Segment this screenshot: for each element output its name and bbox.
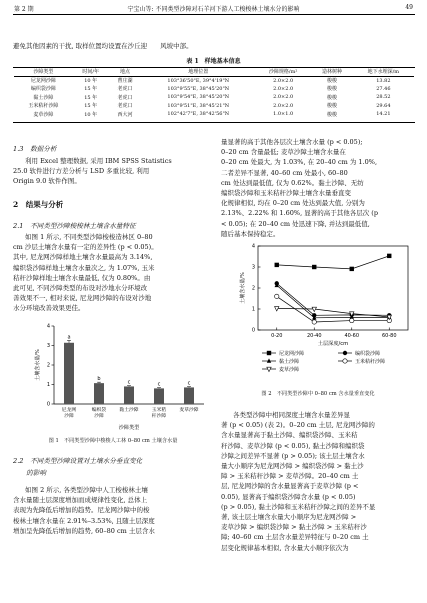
- series-line: [277, 283, 390, 315]
- table-cell: 梭梭: [326, 78, 337, 85]
- marker-square: [350, 267, 354, 271]
- table-bottom-rule: [13, 122, 415, 123]
- table-cell: 103°9'54"E, 38°45'20"N: [167, 94, 230, 101]
- table-cell: 28.52: [376, 94, 391, 101]
- table-cell: 梭梭: [326, 111, 337, 118]
- marker-square: [387, 254, 391, 258]
- significance-label: c: [157, 381, 161, 388]
- legend-label: 麦草沙障: [279, 366, 300, 373]
- table-cell: 102°42'7"E, 38°42'56"N: [167, 111, 230, 118]
- para-2-2: 如图 2 所示, 各类型沙障中人工梭梭林土壤 含水量随土层深度增加而成规律性变化, 总体上 表现为先降低后增加的趋势。尼龙网沙障中的梭 梭林土壤含水量在 2.91%–3.53%, 且随土层深度 增加呈先降低后增加的趋势, 60–80 cm 土层含水: [13, 486, 155, 535]
- marker-triangle-down: [267, 367, 271, 371]
- figure-1-caption: 图 1 不同类型沙障中梭梭人工林 0–80 cm 土壤含水量: [48, 438, 178, 444]
- table1-header-cell: 沙障类型: [33, 69, 54, 76]
- figure-2-line-chart: [218, 238, 418, 390]
- marker-circle-open: [275, 294, 279, 298]
- series-line: [277, 256, 390, 269]
- bar: [94, 383, 104, 404]
- table-cell: 103°9'55"E, 38°45'20"N: [167, 85, 230, 92]
- intro-line: 避免其他因素的干扰, 取样位置均设置在沙丘迎 风坡中部。: [13, 42, 193, 50]
- figure-2-caption: 图 2 不同类型沙障中 0–80 cm 含水量垂直变化: [261, 391, 375, 397]
- page-number: 49: [405, 4, 413, 11]
- table-row: [14, 85, 414, 93]
- table-cell: 黏土沙障: [33, 94, 54, 101]
- table-cell: 29.64: [376, 102, 391, 109]
- para-1-3: 利用 Excel 整理数据, 采用 IBM SPSS Statistics 25.0 软件进行方差分析与 LSD 多重比较, 利用 Origin 9.0 软件作图。: [13, 157, 172, 186]
- table1-header-cell: 时间/年: [82, 69, 100, 76]
- table-row: [14, 93, 414, 101]
- x-tick-label: 黏土沙障: [119, 408, 139, 413]
- section-2: 2 结果与分析: [13, 200, 64, 209]
- x-tick-label: 60-80: [381, 333, 397, 339]
- table-cell: 2.0×2.0: [273, 102, 294, 109]
- table-cell: 老虎口: [117, 86, 133, 93]
- significance-label: a: [67, 334, 71, 341]
- y-tick-label: 1: [251, 306, 255, 313]
- marker-circle-open: [343, 359, 347, 363]
- marker-square: [267, 351, 271, 355]
- figure-1-bar-chart: [14, 318, 210, 436]
- table-row: [14, 110, 414, 118]
- issue-number: 第 2 期: [14, 6, 34, 13]
- y-tick-label: 4: [251, 243, 255, 250]
- table-cell: 10 年: [84, 78, 98, 85]
- section-1-3: 1.3 数据分析: [13, 145, 57, 153]
- table-cell: 2.0×2.0: [273, 77, 294, 84]
- x-tick-label-cont: 沙障: [64, 414, 74, 419]
- bar: [64, 343, 74, 404]
- table1-header-cell: 地理位置: [188, 69, 209, 76]
- x-tick-label: 40-60: [344, 333, 360, 339]
- table-cell: 15 年: [84, 86, 98, 93]
- x-tick-label-cont: 秆沙障: [151, 414, 167, 419]
- x-tick-label-cont: 沙障: [94, 414, 104, 419]
- x-tick-label: 0-20: [271, 333, 283, 339]
- series-line: [277, 285, 390, 318]
- table1-header-cell: 造林树种: [321, 69, 342, 76]
- table-cell: 老虎口: [117, 103, 133, 110]
- marker-triangle-down: [275, 307, 279, 311]
- table-cell: 老虎口: [117, 94, 133, 101]
- table1-header-cell: 沙障规格/m²: [268, 69, 298, 76]
- table-cell: 103°9'51"E, 38°45'21"N: [167, 102, 230, 109]
- x-tick-label: 20-40: [306, 333, 322, 339]
- table-cell: 15 年: [84, 103, 98, 110]
- table-cell: 梭梭: [326, 86, 337, 93]
- legend-label: 编织袋沙障: [355, 350, 381, 357]
- significance-label: b: [97, 376, 101, 383]
- table-row: [14, 76, 414, 84]
- table-cell: 梭梭: [326, 103, 337, 110]
- table1-title: 表 1 样地基本信息: [186, 58, 241, 65]
- y-tick-label: 4: [46, 323, 50, 330]
- table-cell: 14.21: [376, 111, 391, 118]
- table-cell: 玉米秸秆沙障: [28, 103, 59, 110]
- x-axis-label: 沙障类型: [118, 425, 140, 431]
- para-2-1: 如图 1 所示, 不同类型沙障梭梭造林区 0–80 cm 沙层土壤含水量有一定的差异性 (p < 0.05)。 其中, 尼龙网沙障样地土壤含水量最高为 3.14%, 编织袋沙障样地土壤含水量次之, 为 1.07%, 玉米 秸秆沙障样地土壤含水量最低, 仅为 0.80%。由 此可见, 不同沙障类型的布设对沙地水分环境改 善效果不一, 相对来说, 尼龙网沙障的布设对沙地 水分环境改善效果更佳。: [13, 233, 158, 313]
- table-cell: 10 年: [84, 111, 98, 118]
- table-cell: 13.82: [376, 77, 391, 84]
- marker-square: [312, 265, 316, 269]
- table1-header-cell: 地点: [120, 69, 131, 76]
- section-2-1: 2.1 不同类型沙障梭梭林土壤含水量特征: [13, 222, 136, 230]
- y-axis-label: 土壤含水量/%: [35, 349, 41, 381]
- marker-circle: [343, 351, 347, 355]
- y-tick-label: 0: [46, 401, 50, 408]
- legend-label: 黏土沙障: [279, 358, 300, 365]
- x-tick-label: 麦草沙障: [179, 408, 199, 413]
- running-title: 宁宝山等: 不同类型沙障对石羊河下游人工梭梭林土壤水分的影响: [127, 6, 300, 13]
- marker-triangle: [267, 358, 271, 362]
- y-tick-label: 1: [46, 382, 50, 389]
- table-cell: 曹庄湖: [117, 78, 133, 85]
- table-cell: 15 年: [84, 94, 98, 101]
- right-para-1: 量显著的高于其他各层次土壤含水量 (p < 0.05); 0–20 cm 含量最低; 麦草沙障土壤含水量在 0–20 cm 处最大, 为 1.03%, 在 20–40 cm 为 1.0%, 二者差异不显著, 40–60 cm 处最小, 60–80 cm 处达到最低值, 仅为 0.62%。黏土沙障、无纺 编织袋沙障和玉米秸秆沙障土壤含水量垂直变 化规律相似, 均在 0–20 cm 处达到最大值, 分别为 2.13%、2.22% 和 1.60%, 显著的高于其他各层次 (p < 0.05); 在 20–40 cm 处迅速下降, 并达到最低值, 随后基本保持稳定。: [221, 138, 378, 238]
- table-cell: 27.46: [376, 85, 391, 92]
- section-2-2: 2.2 不同类型沙障设置对土壤水分垂直变化 的影响: [13, 457, 143, 477]
- table-cell: 梭梭: [326, 94, 337, 101]
- y-tick-label: 3: [46, 343, 50, 350]
- table-cell: 麦草沙障: [33, 111, 54, 118]
- table-cell: 尼龙网沙障: [30, 78, 56, 85]
- table1: [14, 68, 414, 118]
- y-tick-label: 2: [46, 362, 50, 369]
- marker-circle-open: [350, 318, 354, 322]
- table-row: [14, 102, 414, 110]
- significance-label: c: [127, 379, 131, 386]
- x-tick-label: 编织袋: [91, 408, 107, 413]
- table-cell: 2.0×2.0: [273, 94, 294, 101]
- series-line: [277, 308, 390, 317]
- bar: [124, 386, 134, 404]
- header-rule: [13, 14, 415, 15]
- x-axis-label: 土层深度/cm: [317, 341, 349, 347]
- table-cell: 编织袋沙障: [30, 86, 56, 93]
- x-tick-label: 玉米秸: [151, 408, 167, 413]
- table-cell: 1.0×1.0: [273, 111, 294, 118]
- right-para-2: 各类型沙障中相同深度土壤含水量差异显 著 (p < 0.05) (表 2)。0–20 cm 土层, 尼龙网沙障的 含水量显著高于黏土沙障、编织袋沙障、玉米秸 秆沙障、麦草沙障 (p < 0.05), 黏土沙障和编织袋 沙障之间差异不显著 (p > 0.05); 该土层土壤含水 量大小顺序为尼龙网沙障 > 编织袋沙障 > 黏土沙 障 > 玉米秸秆沙障 > 麦草沙障。20–40 cm 土 层, 尼龙网沙障的含水量显著高于麦草沙障 (p < 0.05), 显著高于编织袋沙障含水量 (p < 0.05) (p > 0.05), 黏土沙障和玉米秸秆沙障之间的差异不显 著, 该土层土壤含水量大小顺序为尼龙网沙障 > 麦草沙障 > 编织袋沙障 > 黏土沙障 > 玉米秸秆沙 障; 40–60 cm 土层含水量差异特征与 0–20 cm 土 层变化规律基本相似, 含水量大小顺序依次为: [221, 411, 376, 552]
- legend-label: 尼龙网沙障: [279, 350, 305, 357]
- table-cell: 103°36'50"E, 39°4'19"N: [167, 77, 230, 84]
- table-cell: 2.0×2.0: [273, 85, 294, 92]
- table-cell: 西大河: [117, 111, 133, 118]
- y-axis-label: 土壤含水量/%: [240, 272, 246, 304]
- y-tick-label: 2: [251, 285, 255, 292]
- bar: [154, 388, 164, 404]
- marker-circle-open: [312, 320, 316, 324]
- y-tick-label: 3: [251, 264, 255, 271]
- x-tick-label: 尼龙网: [61, 408, 77, 413]
- legend-label: 玉米秸秆沙障: [355, 358, 386, 365]
- marker-square: [275, 263, 279, 267]
- table1-header-cell: 地下水埋深/m: [367, 69, 400, 76]
- bar: [184, 387, 194, 404]
- y-tick-label: 0: [251, 327, 255, 334]
- significance-label: c: [187, 380, 191, 387]
